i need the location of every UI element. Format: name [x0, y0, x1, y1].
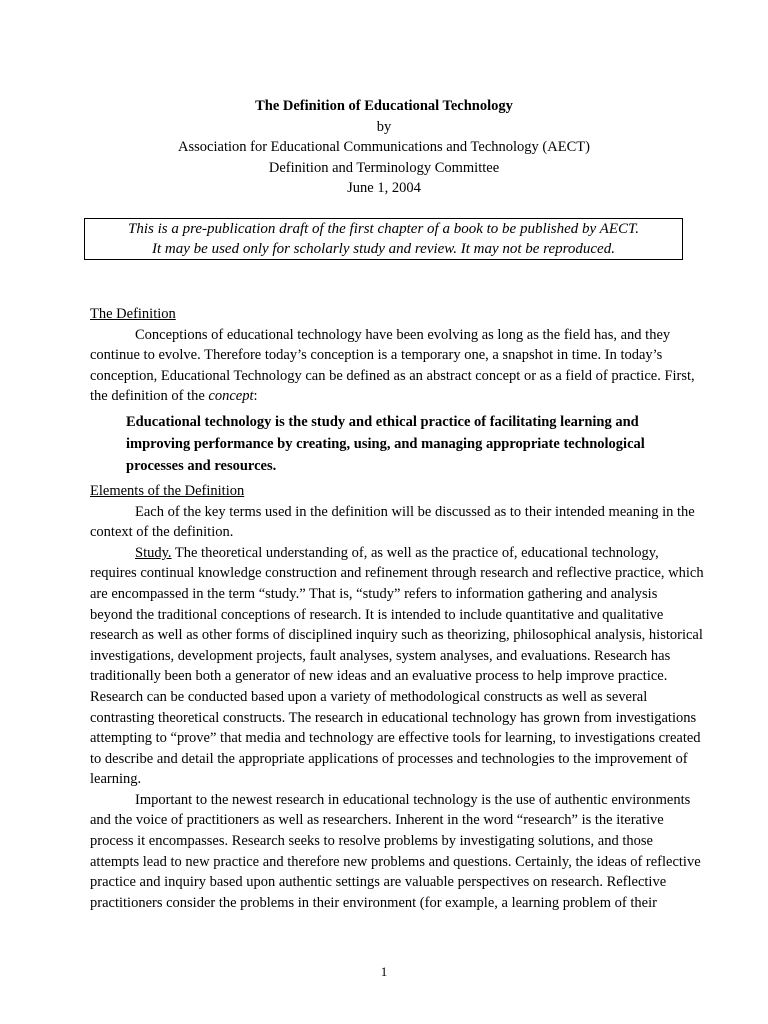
- author-committee: Definition and Terminology Committee: [268, 159, 500, 176]
- definition-statement: [126, 411, 646, 477]
- byline: by: [376, 118, 392, 135]
- paragraph-authentic-research: [90, 790, 701, 914]
- prepublication-notice-box: [84, 218, 683, 260]
- document-title: The Definition of Educational Technology: [255, 98, 513, 114]
- text-run: the definition of the: [90, 388, 209, 405]
- italic-term: concept: [208, 388, 254, 405]
- text-line: Conceptions of educational technology have been evolving as long as the field has, and they: [135, 326, 671, 343]
- definition-line: processes and resources.: [126, 457, 277, 474]
- document-body: [90, 304, 704, 913]
- section-heading-elements: Elements of the Definition: [90, 482, 245, 499]
- paragraph-conceptions: [90, 325, 695, 407]
- notice-line: It may be used only for scholarly study and review. It may not be reproduced.: [152, 241, 615, 257]
- author-organization: Association for Educational Communications and Technology (AECT): [178, 139, 590, 155]
- text-line: requires continual knowledge construction and refinement through research and reflective practice, which: [90, 565, 704, 582]
- text-line: attempts lead to new practice and therefore new problems and questions. Certainly, the ideas of reflective: [90, 853, 701, 870]
- text-line: Each of the key terms used in the definition will be discussed as to their intended meaning in the: [135, 503, 695, 520]
- text-line: research as well as other forms of disciplined inquiry such as theorizing, philosophical analysis, historical: [90, 627, 703, 644]
- term-study: Study.: [135, 544, 172, 561]
- text-line: investigations, development projects, fault analyses, system analyses, and evaluations. Research has: [90, 647, 671, 664]
- text-line: practitioners consider the problems in their environment (for example, a learning problem of their: [90, 894, 657, 911]
- notice-line: This is a pre-publication draft of the first chapter of a book to be published by AECT.: [128, 221, 639, 237]
- text-line: [90, 386, 678, 407]
- section-heading-definition: The Definition: [90, 306, 176, 322]
- text-line: contrasting theoretical constructs. The research in educational technology has grown from investigations: [90, 709, 697, 726]
- text-run: :: [253, 388, 258, 405]
- paragraph-key-terms: [90, 502, 695, 543]
- text-line: process it encompasses. Research seeks to resolve problems by investigating solutions, and those: [90, 833, 653, 850]
- page-number: 1: [380, 964, 388, 979]
- text-line: traditionally been both a generator of new ideas and an evaluative process to help improve practice.: [90, 668, 668, 685]
- text-line: context of the definition.: [90, 524, 234, 541]
- definition-line: Educational technology is the study and ethical practice of facilitating learning and: [126, 413, 639, 430]
- document-header: [0, 96, 768, 199]
- text-line: are encompassed in the term “study.” That is, “study” refers to information gathering and analysis: [90, 585, 658, 602]
- text-line: Important to the newest research in educational technology is the use of authentic environments: [135, 791, 691, 808]
- text-line: Research can be conducted based upon a variety of methodological constructs as well as several: [90, 688, 648, 705]
- text-line: [90, 543, 678, 564]
- text-line: practice and inquiry based upon authentic settings are valuable perspectives on research. Reflective: [90, 874, 667, 891]
- text-run: The theoretical understanding of, as well as the practice of, educational technology,: [171, 544, 659, 561]
- text-line: to describe and detail the appropriate applications of processes and technologies to the improvement of: [90, 750, 688, 767]
- text-line: attempting to “prove” that media and technology are effective tools for learning, to investigations created: [90, 730, 701, 747]
- text-line: learning.: [90, 771, 142, 788]
- text-line: and the voice of practitioners as well as researchers. Inherent in the word “research” is the iterative: [90, 812, 664, 829]
- text-line: beyond the traditional conceptions of research. It is intended to include quantitative and qualitative: [90, 606, 664, 623]
- text-line: continue to evolve. Therefore today’s conception is a temporary one, a snapshot in time. In today’s: [90, 347, 663, 364]
- definition-line: improving performance by creating, using, and managing appropriate technological: [126, 435, 645, 452]
- document-date: June 1, 2004: [347, 180, 421, 196]
- text-line: conception, Educational Technology can be defined as an abstract concept or as a field of practice. First,: [90, 367, 695, 384]
- paragraph-study: [90, 543, 704, 790]
